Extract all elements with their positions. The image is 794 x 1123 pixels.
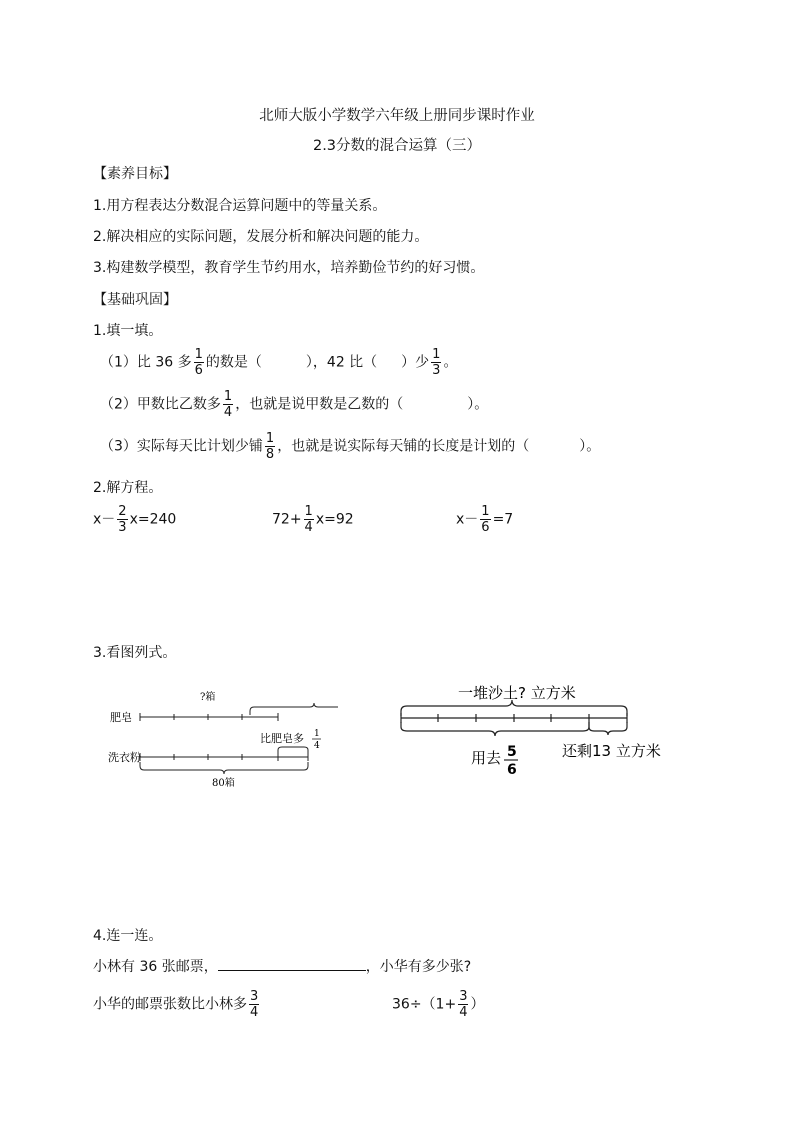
section-goals-heading: 【素养目标】 — [93, 166, 177, 182]
answer-line[interactable] — [218, 956, 366, 971]
equation-2: 72+ $\frac{1}{4}$ x=92 — [272, 504, 354, 535]
equation-1: x－ $\frac{2}{3}$ x=240 — [93, 504, 177, 535]
diagram1-frac-num: 1 — [314, 729, 320, 739]
fraction: $\frac{1}{4}$ — [304, 504, 313, 535]
fraction: $\frac{3}{4}$ — [250, 989, 259, 1020]
goal-item: 1.用方程表达分数混合运算问题中的等量关系。 — [93, 198, 387, 214]
q4-condition[interactable]: 小华的邮票张数比小林多 $\frac{3}{4}$ — [93, 989, 259, 1020]
q1-item-2: （2）甲数比乙数多 $\frac{1}{4}$ ，也就是说甲数是乙数的（ ）。 — [100, 389, 489, 420]
fraction: $\frac{1}{6}$ — [481, 504, 490, 535]
diagram1-soap-label: 肥皂 — [110, 711, 132, 724]
q1-item-1: （1）比 36 多 $\frac{1}{6}$ 的数是（ ），42 比（ ）少 $\frac{1}{3}$ 。 — [100, 347, 458, 378]
q3-heading: 3.看图列式。 — [93, 645, 177, 661]
equation-3: x－ $\frac{1}{6}$ =7 — [456, 504, 514, 535]
fraction: $\frac{1}{4}$ — [223, 389, 233, 420]
diagram1-powder-label: 洗衣粉 — [108, 751, 141, 764]
q4-line-1: 小林有 36 张邮票， ，小华有多少张? — [93, 956, 471, 977]
goal-item: 3.构建数学模型，教育学生节约用水，培养勤俭节约的好习惯。 — [93, 260, 485, 276]
fraction: $\frac{1}{3}$ — [432, 347, 441, 378]
q1-item-3: （3）实际每天比计划少铺 $\frac{1}{8}$ ，也就是说实际每天铺的长度是计划的（ ）。 — [100, 431, 601, 462]
goal-item: 2.解决相应的实际问题，发展分析和解决问题的能力。 — [93, 229, 429, 245]
diagram1-bottom-label: 80箱 — [212, 778, 235, 789]
fraction: $\frac{2}{3}$ — [118, 504, 127, 535]
diagram1-frac-den: 4 — [314, 741, 320, 751]
diagram1-more-label: 比肥皂多 — [260, 732, 304, 745]
diagram1-top-label: ?箱 — [200, 692, 216, 703]
diagram2-remaining-label: 还剩13 立方米 — [562, 742, 661, 760]
fraction: $\frac{1}{6}$ — [194, 347, 203, 378]
q2-heading: 2.解方程。 — [93, 480, 163, 496]
q1-heading: 1.填一填。 — [93, 323, 163, 339]
fraction: $\frac{1}{8}$ — [265, 431, 275, 462]
diagram2-used-label: 用去 — [471, 749, 502, 767]
section-basics-heading: 【基础巩固】 — [93, 292, 177, 308]
q4-heading: 4.连一连。 — [93, 928, 163, 944]
fraction: $\frac{3}{4}$ — [459, 989, 468, 1020]
diagram-sand-pile — [396, 680, 674, 780]
diagram2-top-label: 一堆沙土? 立方米 — [458, 684, 576, 702]
q4-expression[interactable]: 36÷（1+ $\frac{3}{4}$ ） — [392, 989, 485, 1020]
q1-1-text: （1）比 36 多 — [100, 354, 192, 371]
diagram2-frac-den: 6 — [507, 762, 517, 778]
diagram-soap-powder — [108, 684, 338, 794]
page-title: 北师大版小学数学六年级上册同步课时作业 — [259, 108, 535, 124]
diagram2-frac-num: 5 — [507, 744, 517, 760]
page-subtitle: 2.3分数的混合运算（三） — [312, 138, 482, 154]
